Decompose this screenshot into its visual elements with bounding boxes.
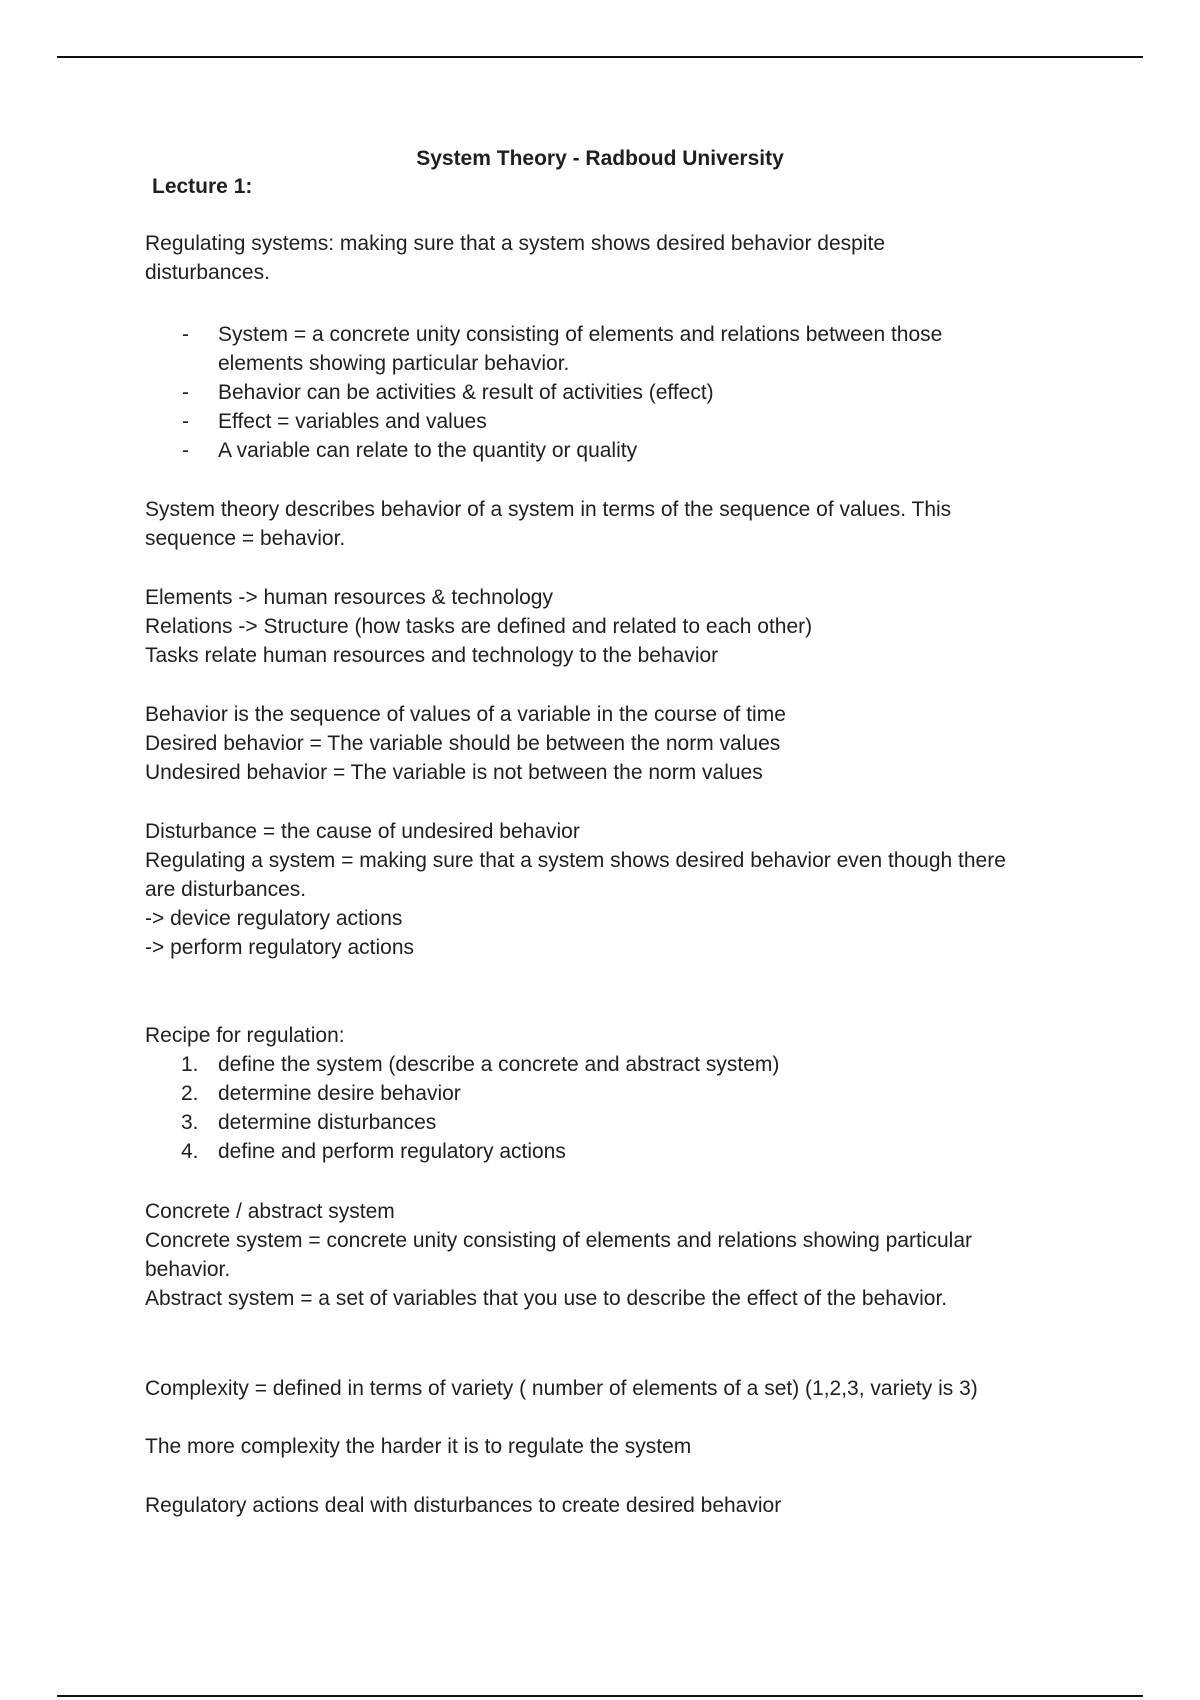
text-line: -> device regulatory actions [145,907,403,930]
text-line: -> perform regulatory actions [145,936,415,959]
list-item [145,1137,1075,1166]
complexity-note: The more complexity the harder it is to regulate the system [145,1435,692,1458]
list-item [145,1108,1075,1137]
list-number: 1. [181,1053,199,1076]
text-line: Disturbance = the cause of undesired behavior [145,820,580,843]
concrete-abstract-paragraph [145,1197,1075,1313]
elements-relations-paragraph [145,583,1075,670]
list-text: define and perform regulatory actions [218,1140,566,1163]
list-text: determine disturbances [218,1111,437,1134]
text-line: Regulating systems: making sure that a system shows desired behavior despite [145,232,886,255]
bottom-rule [57,1695,1143,1697]
list-item [145,436,1075,465]
list-item [145,1050,1075,1079]
system-theory-paragraph [145,495,1075,553]
disturbance-paragraph [145,817,1075,962]
text-line: Relations -> Structure (how tasks are defined and related to each other) [145,615,813,638]
lecture-heading: Lecture 1: [152,175,253,198]
top-rule [57,56,1143,58]
list-text: determine desire behavior [218,1082,461,1105]
definition-list [145,320,1075,465]
page-title: System Theory - Radboud University [416,147,784,170]
text-line: sequence = behavior. [145,527,346,550]
complexity-line: Complexity = defined in terms of variety ( number of elements of a set) (1,2,3, variety is 3) [145,1377,978,1400]
text-line: Behavior can be activities & result of activities (effect) [218,381,714,404]
intro-paragraph [145,229,1075,287]
text-line: Undesired behavior = The variable is not between the norm values [145,761,763,784]
list-text: define the system (describe a concrete and abstract system) [218,1053,780,1076]
regulatory-note: Regulatory actions deal with disturbances to create desired behavior [145,1494,782,1517]
dash-bullet: - [182,410,189,433]
dash-bullet: - [182,323,189,346]
text-line: behavior. [145,1258,231,1281]
text-line: Behavior is the sequence of values of a variable in the course of time [145,703,786,726]
list-number: 3. [181,1111,199,1134]
behavior-paragraph [145,700,1075,787]
text-line: elements showing particular behavior. [218,352,570,375]
text-line: Effect = variables and values [218,410,487,433]
list-number: 2. [181,1082,199,1105]
text-line: Abstract system = a set of variables that you use to describe the effect of the behavior. [145,1287,948,1310]
text-line: Regulating a system = making sure that a system shows desired behavior even though there [145,849,1006,872]
text-line: A variable can relate to the quantity or quality [218,439,638,462]
text-line: Tasks relate human resources and technology to the behavior [145,644,719,667]
recipe-heading: Recipe for regulation: [145,1024,345,1047]
text-line: System = a concrete unity consisting of elements and relations between those [218,323,943,346]
text-line: disturbances. [145,261,270,284]
dash-bullet: - [182,439,189,462]
text-line: System theory describes behavior of a system in terms of the sequence of values. This [145,498,952,521]
list-item [145,407,1075,436]
text-line: Desired behavior = The variable should be between the norm values [145,732,781,755]
list-item [145,320,1075,378]
text-line: are disturbances. [145,878,307,901]
text-line: Elements -> human resources & technology [145,586,553,609]
list-item [145,378,1075,407]
list-number: 4. [181,1140,199,1163]
recipe-section [145,1021,1075,1166]
text-line: Concrete system = concrete unity consisting of elements and relations showing particular [145,1229,972,1252]
recipe-list [145,1050,1075,1166]
list-item [145,1079,1075,1108]
text-line: Concrete / abstract system [145,1200,395,1223]
dash-bullet: - [182,381,189,404]
